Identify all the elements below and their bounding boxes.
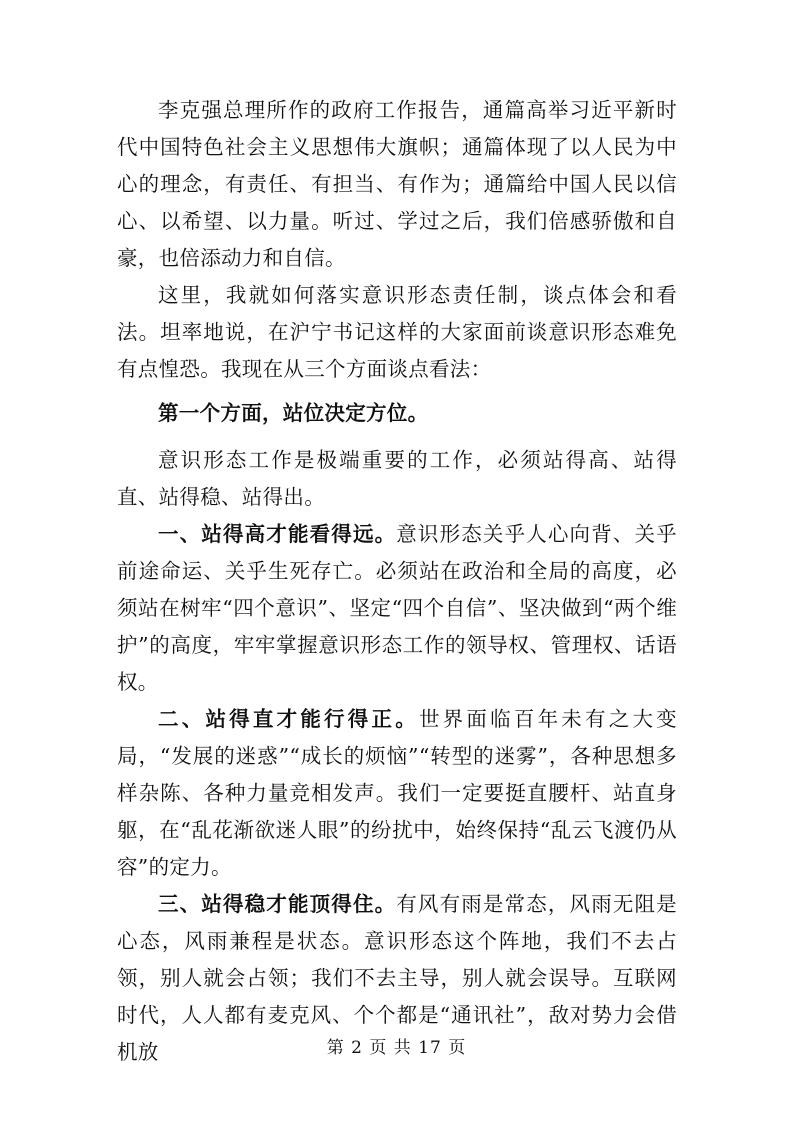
paragraph-point-one	[117, 516, 677, 701]
point-one-title: 一、站得高才能看得远。	[158, 522, 397, 546]
paragraph-intro: 这里，我就如何落实意识形态责任制，谈点体会和看法。坦率地说，在沪宁书记这样的大家面前谈意识形态难免有点惶恐。我现在从三个方面谈点看法：	[117, 283, 677, 381]
point-two-body: 世界面临百年未有之大变局，“发展的迷惑”“成长的烦恼”“转型的迷雾”，各种思想多样杂陈、各种力量竞相发声。我们一定要挺直腰杆、站直身躯，在“乱花渐欲迷人眼”的纷扰中，始终保持“乱云飞渡仍从容”的定力。	[117, 707, 677, 879]
paragraph-point-two	[117, 701, 677, 886]
page-footer: 第 2 页 共 17 页	[326, 1038, 467, 1058]
point-two-title: 二、站得直才能行得正。	[158, 707, 419, 731]
section-heading: 第一个方面，站位决定方位。	[158, 401, 429, 425]
point-one-body: 意识形态关乎人心向背、关乎前途命运、关乎生死存亡。必须站在政治和全局的高度，必须站在树牢“四个意识”、坚定“四个自信”、坚决做到“两个维护”的高度，牢牢掌握意识形态工作的领导权、管理权、话语权。	[117, 522, 677, 694]
paragraph-report-praise: 李克强总理所作的政府工作报告，通篇高举习近平新时代中国特色社会主义思想伟大旗帜；通篇体现了以人民为中心的理念，有责任、有担当、有作为；通篇给中国人民以信心、以希望、以力量。听过、学过之后，我们倍感骄傲和自豪，也倍添动力和自信。	[117, 98, 677, 270]
paragraph-section-intro: 意识形态工作是极端重要的工作，必须站得高、站得直、站得稳、站得出。	[117, 448, 677, 509]
document-page	[117, 92, 677, 1071]
point-three-title: 三、站得稳才能顶得住。	[158, 892, 397, 916]
point-three-body: 有风有雨是常态，风雨无阻是心态，风雨兼程是状态。意识形态这个阵地，我们不去占领，别人就会占领；我们不去主导，别人就会误导。互联网时代，人人都有麦克风、个个都是“通讯社”，敌对势力会借机放	[117, 892, 677, 1064]
